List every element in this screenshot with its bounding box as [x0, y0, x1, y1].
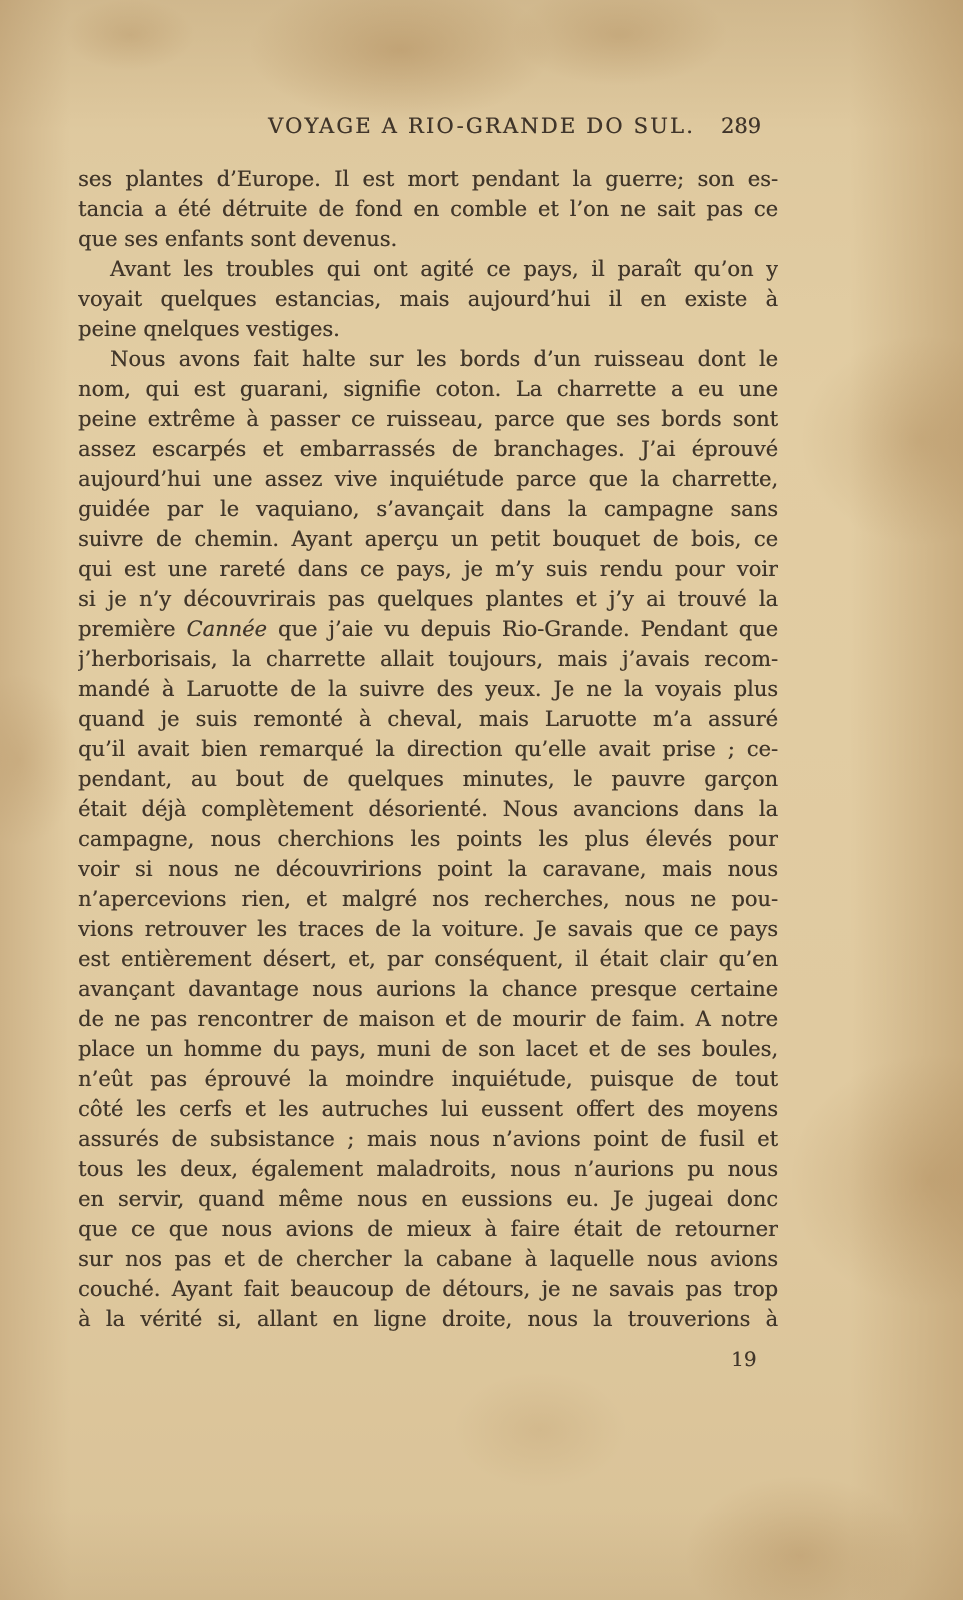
text-line: avançant davantage nous aurions la chance presque certaine — [78, 977, 778, 1001]
running-title: VOYAGE A RIO-GRANDE DO SUL. — [267, 114, 696, 138]
text-line: à la vérité si, allant en ligne droite, nous la trouverions à — [78, 1307, 778, 1331]
text-line: pendant, au bout de quelques minutes, le pauvre garçon — [78, 767, 778, 791]
text-line: Nous avons fait halte sur les bords d’un ruisseau dont le — [110, 347, 778, 371]
text-line: peine extrême à passer ce ruisseau, parce que ses bords sont — [78, 407, 778, 431]
text-line: j’herborisais, la charrette allait toujours, mais j’avais recom- — [78, 647, 778, 671]
text-line: guidée par le vaquiano, s’avançait dans la campagne sans — [78, 497, 778, 521]
text-line: assurés de subsistance ; mais nous n’avions point de fusil et — [78, 1127, 778, 1151]
text-line: ses plantes d’Europe. Il est mort pendant la guerre; son es- — [78, 167, 778, 191]
text-line: voyait quelques estancias, mais aujourd’hui il en existe à — [78, 287, 778, 311]
text-line: tous les deux, également maladroits, nous n’aurions pu nous — [78, 1157, 778, 1181]
page-header — [0, 113, 963, 141]
italic-term: Cannée — [186, 617, 267, 641]
text-line: place un homme du pays, muni de son lacet et de ses boules, — [78, 1037, 778, 1061]
text-line: tancia a été détruite de fond en comble et l’on ne sait pas ce — [78, 197, 778, 221]
text-line: couché. Ayant fait beaucoup de détours, je ne savais pas trop — [78, 1277, 778, 1301]
text-line: n’apercevions rien, et malgré nos recherches, nous ne pou- — [78, 887, 778, 911]
text-line: que ce que nous avions de mieux à faire était de retourner — [78, 1217, 778, 1241]
text-line: sur nos pas et de chercher la cabane à laquelle nous avions — [78, 1247, 778, 1271]
text-line: en servir, quand même nous en eussions eu. Je jugeai donc — [78, 1187, 778, 1211]
text-line: est entièrement désert, et, par conséquent, il était clair qu’en — [78, 947, 778, 971]
text-line: qui est une rareté dans ce pays, je m’y suis rendu pour voir — [78, 557, 778, 581]
text-line: que ses enfants sont devenus. — [78, 227, 398, 251]
text-line: de ne pas rencontrer de maison et de mourir de faim. A notre — [78, 1007, 778, 1031]
text-line: n’eût pas éprouvé la moindre inquiétude, puisque de tout — [78, 1067, 778, 1091]
text-line: côté les cerfs et les autruches lui eussent offert des moyens — [78, 1097, 778, 1121]
text-line: nom, qui est guarani, signifie coton. La charrette a eu une — [78, 377, 778, 401]
text-line: mandé à Laruotte de la suivre des yeux. Je ne la voyais plus — [78, 677, 778, 701]
text-line: campagne, nous cherchions les points les plus élevés pour — [78, 827, 778, 851]
page-number: 289 — [720, 114, 761, 138]
text-line: quand je suis remonté à cheval, mais Laruotte m’a assuré — [78, 707, 778, 731]
text-line: première Cannée que j’aie vu depuis Rio-Grande. Pendant que — [78, 617, 778, 641]
text-line: était déjà complètement désorienté. Nous avancions dans la — [78, 797, 778, 821]
text-line: qu’il avait bien remarqué la direction qu’elle avait prise ; ce- — [78, 737, 778, 761]
text-line: si je n’y découvrirais pas quelques plantes et j’y ai trouvé la — [78, 587, 778, 611]
text-block — [78, 164, 778, 1334]
text-line: peine qnelques vestiges. — [78, 317, 340, 341]
signature-mark: 19 — [731, 1347, 757, 1371]
text-line: suivre de chemin. Ayant aperçu un petit bouquet de bois, ce — [78, 527, 778, 551]
text-line: Avant les troubles qui ont agité ce pays, il paraît qu’on y — [110, 257, 778, 281]
text-line: assez escarpés et embarrassés de branchages. J’ai éprouvé — [78, 437, 778, 461]
text-line: voir si nous ne découvririons point la caravane, mais nous — [78, 857, 778, 881]
text-line: aujourd’hui une assez vive inquiétude parce que la charrette, — [78, 467, 778, 491]
text-line: vions retrouver les traces de la voiture. Je savais que ce pays — [78, 917, 778, 941]
